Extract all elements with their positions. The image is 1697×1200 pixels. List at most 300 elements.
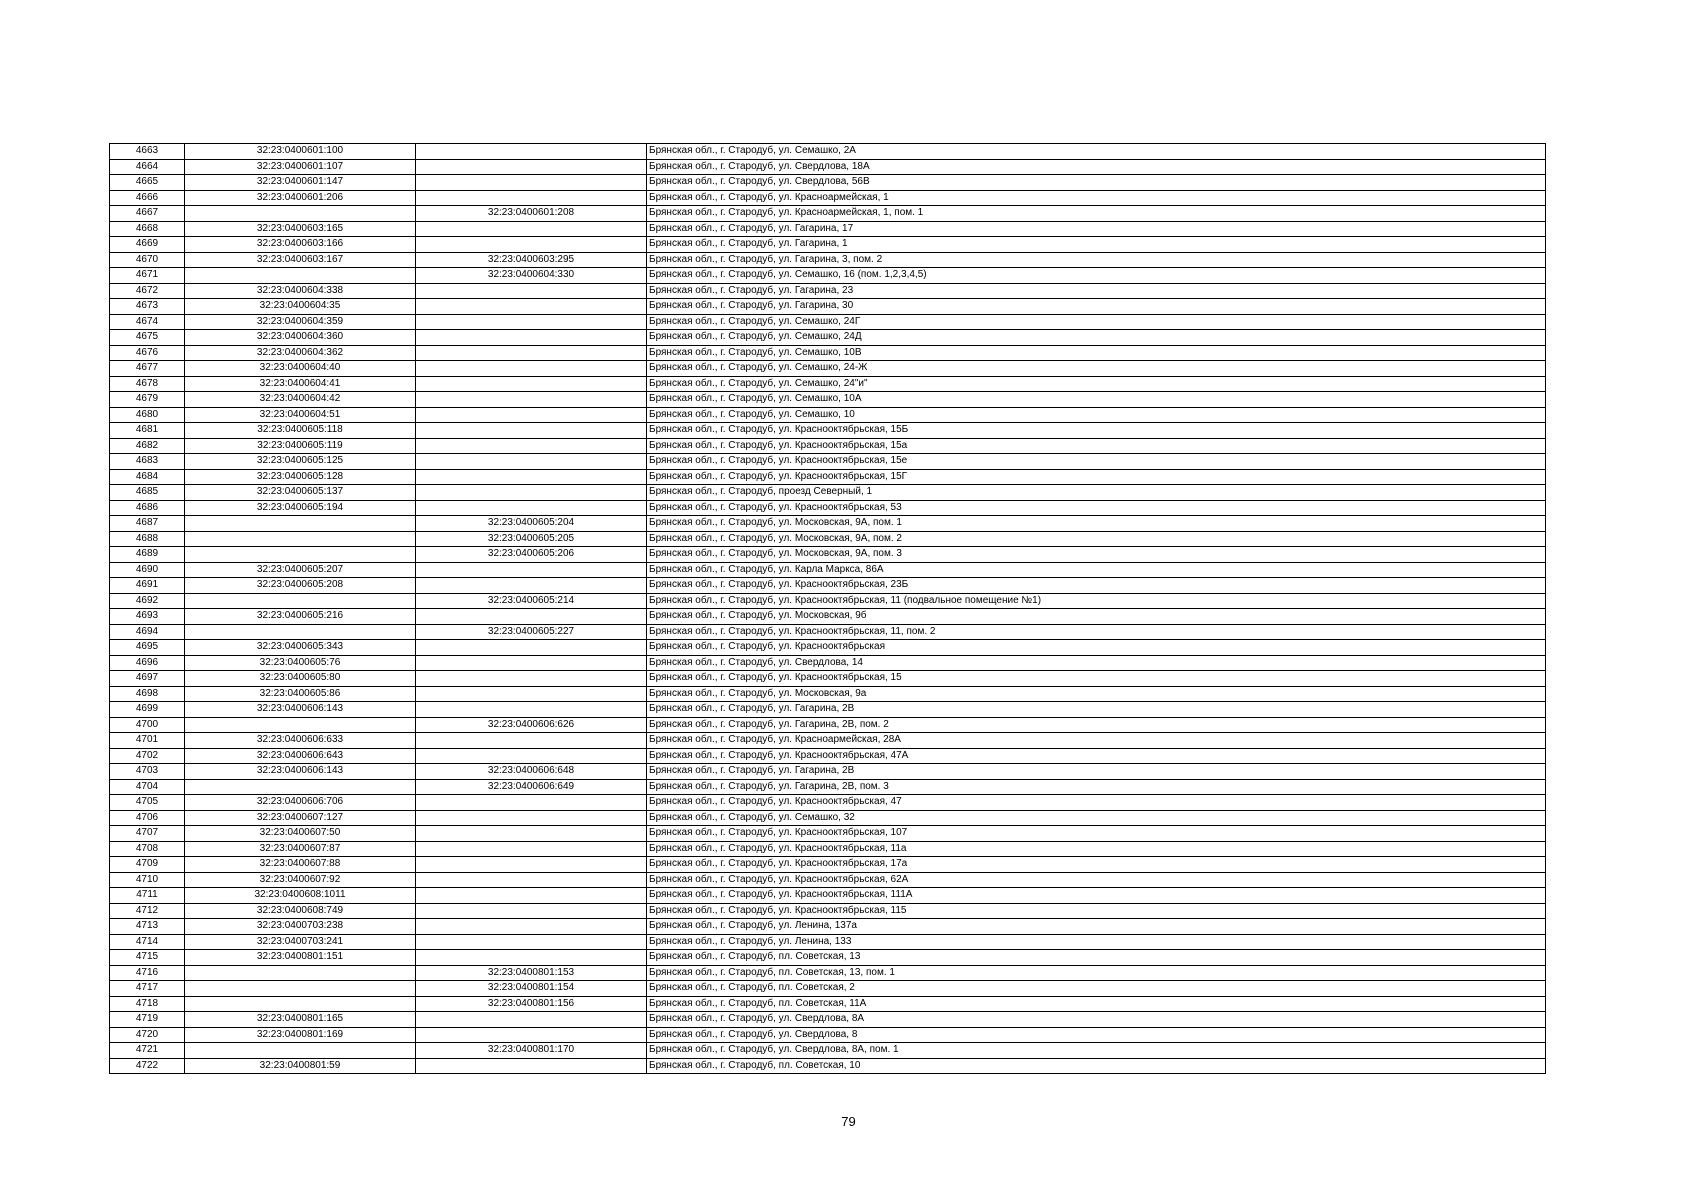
premises-number-cell [416, 810, 647, 826]
cadastral-number-cell [185, 981, 416, 997]
address-cell: Брянская обл., г. Стародуб, ул. Семашко, 24Г [647, 314, 1546, 330]
address-cell: Брянская обл., г. Стародуб, ул. Краснооктябрьская, 115 [647, 903, 1546, 919]
table-row [110, 826, 1546, 842]
address-cell: Брянская обл., г. Стародуб, ул. Краснооктябрьская, 15Г [647, 469, 1546, 485]
table-row [110, 438, 1546, 454]
address-cell: Брянская обл., г. Стародуб, ул. Семашко, 24"и" [647, 376, 1546, 392]
cadastral-number-cell: 32:23:0400601:100 [185, 144, 416, 160]
row-number-cell: 4698 [110, 686, 185, 702]
address-cell: Брянская обл., г. Стародуб, ул. Свердлова, 56В [647, 175, 1546, 191]
cadastral-number-cell: 32:23:0400605:118 [185, 423, 416, 439]
cadastral-number-cell: 32:23:0400604:338 [185, 283, 416, 299]
table-row [110, 190, 1546, 206]
address-cell: Брянская обл., г. Стародуб, ул. Краснооктябрьская, 62А [647, 872, 1546, 888]
table-row [110, 516, 1546, 532]
table-row [110, 376, 1546, 392]
table-body [110, 144, 1546, 1074]
row-number-cell: 4704 [110, 779, 185, 795]
table-row [110, 748, 1546, 764]
row-number-cell: 4676 [110, 345, 185, 361]
cadastral-number-cell: 32:23:0400605:208 [185, 578, 416, 594]
table-row [110, 857, 1546, 873]
cadastral-number-cell: 32:23:0400604:359 [185, 314, 416, 330]
premises-number-cell [416, 1027, 647, 1043]
table-row [110, 547, 1546, 563]
row-number-cell: 4669 [110, 237, 185, 253]
table-row [110, 361, 1546, 377]
table-row [110, 795, 1546, 811]
table-row [110, 175, 1546, 191]
premises-number-cell [416, 237, 647, 253]
table-row [110, 1043, 1546, 1059]
cadastral-number-cell: 32:23:0400605:207 [185, 562, 416, 578]
cadastral-number-cell: 32:23:0400605:76 [185, 655, 416, 671]
cadastral-number-cell: 32:23:0400605:343 [185, 640, 416, 656]
address-cell: Брянская обл., г. Стародуб, ул. Свердлова, 14 [647, 655, 1546, 671]
row-number-cell: 4714 [110, 934, 185, 950]
address-cell: Брянская обл., г. Стародуб, ул. Гагарина, 23 [647, 283, 1546, 299]
address-cell: Брянская обл., г. Стародуб, ул. Свердлова, 18А [647, 159, 1546, 175]
row-number-cell: 4706 [110, 810, 185, 826]
premises-number-cell: 32:23:0400605:205 [416, 531, 647, 547]
table-row [110, 624, 1546, 640]
row-number-cell: 4715 [110, 950, 185, 966]
table-row [110, 903, 1546, 919]
row-number-cell: 4665 [110, 175, 185, 191]
row-number-cell: 4688 [110, 531, 185, 547]
cadastral-number-cell: 32:23:0400604:40 [185, 361, 416, 377]
table-row [110, 159, 1546, 175]
row-number-cell: 4695 [110, 640, 185, 656]
address-cell: Брянская обл., г. Стародуб, ул. Московская, 9А, пом. 1 [647, 516, 1546, 532]
cadastral-number-cell: 32:23:0400605:137 [185, 485, 416, 501]
table-row [110, 500, 1546, 516]
address-cell: Брянская обл., г. Стародуб, пл. Советская, 13, пом. 1 [647, 965, 1546, 981]
table-row [110, 221, 1546, 237]
table-row [110, 237, 1546, 253]
cadastral-number-cell: 32:23:0400601:107 [185, 159, 416, 175]
cadastral-number-cell: 32:23:0400606:643 [185, 748, 416, 764]
address-cell: Брянская обл., г. Стародуб, ул. Ленина, 133 [647, 934, 1546, 950]
premises-number-cell [416, 221, 647, 237]
table-row [110, 314, 1546, 330]
address-cell: Брянская обл., г. Стародуб, ул. Краснооктябрьская, 11 (подвальное помещение №1) [647, 593, 1546, 609]
table-row [110, 779, 1546, 795]
premises-number-cell [416, 795, 647, 811]
cadastral-number-cell [185, 268, 416, 284]
address-cell: Брянская обл., г. Стародуб, ул. Красноармейская, 28А [647, 733, 1546, 749]
table-row [110, 671, 1546, 687]
address-cell: Брянская обл., г. Стародуб, ул. Краснооктябрьская, 15 [647, 671, 1546, 687]
premises-number-cell [416, 361, 647, 377]
cadastral-number-cell: 32:23:0400801:151 [185, 950, 416, 966]
premises-number-cell [416, 485, 647, 501]
table-row [110, 872, 1546, 888]
row-number-cell: 4720 [110, 1027, 185, 1043]
premises-number-cell [416, 299, 647, 315]
table-row [110, 810, 1546, 826]
cadastral-number-cell: 32:23:0400801:59 [185, 1058, 416, 1074]
table-row [110, 888, 1546, 904]
table-row [110, 485, 1546, 501]
table-row [110, 407, 1546, 423]
table-row [110, 252, 1546, 268]
address-cell: Брянская обл., г. Стародуб, ул. Краснооктябрьская, 15Б [647, 423, 1546, 439]
cadastral-number-cell: 32:23:0400605:80 [185, 671, 416, 687]
cadastral-number-cell: 32:23:0400607:88 [185, 857, 416, 873]
address-cell: Брянская обл., г. Стародуб, ул. Семашко, 2А [647, 144, 1546, 160]
address-cell: Брянская обл., г. Стародуб, пл. Советская, 2 [647, 981, 1546, 997]
table-row [110, 454, 1546, 470]
premises-number-cell [416, 469, 647, 485]
cadastral-number-cell: 32:23:0400604:41 [185, 376, 416, 392]
address-cell: Брянская обл., г. Стародуб, ул. Гагарина, 2В, пом. 2 [647, 717, 1546, 733]
premises-number-cell [416, 857, 647, 873]
row-number-cell: 4711 [110, 888, 185, 904]
address-cell: Брянская обл., г. Стародуб, пл. Советская, 11А [647, 996, 1546, 1012]
row-number-cell: 4708 [110, 841, 185, 857]
premises-number-cell [416, 919, 647, 935]
premises-number-cell [416, 454, 647, 470]
row-number-cell: 4666 [110, 190, 185, 206]
row-number-cell: 4719 [110, 1012, 185, 1028]
row-number-cell: 4701 [110, 733, 185, 749]
cadastral-number-cell [185, 779, 416, 795]
row-number-cell: 4684 [110, 469, 185, 485]
table-row [110, 531, 1546, 547]
address-cell: Брянская обл., г. Стародуб, пл. Советская, 13 [647, 950, 1546, 966]
row-number-cell: 4686 [110, 500, 185, 516]
table-row [110, 1027, 1546, 1043]
premises-number-cell [416, 671, 647, 687]
cadastral-number-cell [185, 206, 416, 222]
table-row [110, 1012, 1546, 1028]
table-row [110, 686, 1546, 702]
address-cell: Брянская обл., г. Стародуб, ул. Московская, 9А, пом. 3 [647, 547, 1546, 563]
cadastral-number-cell: 32:23:0400607:92 [185, 872, 416, 888]
row-number-cell: 4712 [110, 903, 185, 919]
row-number-cell: 4685 [110, 485, 185, 501]
address-cell: Брянская обл., г. Стародуб, ул. Краснооктябрьская, 47 [647, 795, 1546, 811]
address-cell: Брянская обл., г. Стародуб, ул. Семашко, 16 (пом. 1,2,3,4,5) [647, 268, 1546, 284]
address-cell: Брянская обл., г. Стародуб, ул. Ленина, 137а [647, 919, 1546, 935]
table-row [110, 717, 1546, 733]
premises-number-cell [416, 578, 647, 594]
cadastral-number-cell: 32:23:0400604:360 [185, 330, 416, 346]
premises-number-cell [416, 934, 647, 950]
cadastral-number-cell: 32:23:0400608:1011 [185, 888, 416, 904]
cadastral-number-cell: 32:23:0400604:362 [185, 345, 416, 361]
premises-number-cell: 32:23:0400605:204 [416, 516, 647, 532]
cadastral-number-cell: 32:23:0400605:125 [185, 454, 416, 470]
premises-number-cell: 32:23:0400801:170 [416, 1043, 647, 1059]
premises-number-cell [416, 159, 647, 175]
table-row [110, 981, 1546, 997]
address-cell: Брянская обл., г. Стародуб, ул. Краснооктябрьская [647, 640, 1546, 656]
cadastral-number-cell: 32:23:0400608:749 [185, 903, 416, 919]
premises-number-cell: 32:23:0400603:295 [416, 252, 647, 268]
address-cell: Брянская обл., г. Стародуб, ул. Московская, 9а [647, 686, 1546, 702]
row-number-cell: 4674 [110, 314, 185, 330]
cadastral-number-cell [185, 717, 416, 733]
cadastral-number-cell: 32:23:0400604:51 [185, 407, 416, 423]
premises-number-cell: 32:23:0400606:649 [416, 779, 647, 795]
row-number-cell: 4681 [110, 423, 185, 439]
cadastral-number-cell [185, 531, 416, 547]
table-row [110, 965, 1546, 981]
premises-number-cell [416, 609, 647, 625]
row-number-cell: 4690 [110, 562, 185, 578]
address-cell: Брянская обл., г. Стародуб, ул. Семашко, 10В [647, 345, 1546, 361]
address-cell: Брянская обл., г. Стародуб, ул. Свердлова, 8 [647, 1027, 1546, 1043]
cadastral-number-cell: 32:23:0400603:165 [185, 221, 416, 237]
address-cell: Брянская обл., г. Стародуб, ул. Гагарина, 2В [647, 764, 1546, 780]
cadastral-number-cell [185, 1043, 416, 1059]
address-cell: Брянская обл., г. Стародуб, ул. Гагарина, 3, пом. 2 [647, 252, 1546, 268]
row-number-cell: 4683 [110, 454, 185, 470]
address-cell: Брянская обл., г. Стародуб, ул. Свердлова, 8А, пом. 1 [647, 1043, 1546, 1059]
address-cell: Брянская обл., г. Стародуб, ул. Гагарина, 1 [647, 237, 1546, 253]
row-number-cell: 4697 [110, 671, 185, 687]
row-number-cell: 4710 [110, 872, 185, 888]
row-number-cell: 4682 [110, 438, 185, 454]
table-row [110, 562, 1546, 578]
premises-number-cell [416, 345, 647, 361]
cadastral-number-cell: 32:23:0400601:206 [185, 190, 416, 206]
table-row [110, 423, 1546, 439]
row-number-cell: 4705 [110, 795, 185, 811]
cadastral-number-cell [185, 593, 416, 609]
table-row [110, 206, 1546, 222]
address-cell: Брянская обл., г. Стародуб, ул. Краснооктябрьская, 17а [647, 857, 1546, 873]
address-cell: Брянская обл., г. Стародуб, ул. Гагарина, 30 [647, 299, 1546, 315]
premises-number-cell [416, 190, 647, 206]
cadastral-number-cell: 32:23:0400607:87 [185, 841, 416, 857]
address-cell: Брянская обл., г. Стародуб, ул. Красноармейская, 1 [647, 190, 1546, 206]
premises-number-cell [416, 655, 647, 671]
row-number-cell: 4687 [110, 516, 185, 532]
premises-number-cell: 32:23:0400801:153 [416, 965, 647, 981]
row-number-cell: 4718 [110, 996, 185, 1012]
premises-number-cell [416, 872, 647, 888]
address-cell: Брянская обл., г. Стародуб, ул. Московская, 9А, пом. 2 [647, 531, 1546, 547]
cadastral-number-cell: 32:23:0400801:169 [185, 1027, 416, 1043]
premises-number-cell [416, 733, 647, 749]
table-row [110, 764, 1546, 780]
table-row [110, 841, 1546, 857]
cadastral-number-cell: 32:23:0400601:147 [185, 175, 416, 191]
row-number-cell: 4668 [110, 221, 185, 237]
premises-number-cell [416, 888, 647, 904]
premises-number-cell: 32:23:0400801:156 [416, 996, 647, 1012]
cadastral-number-cell: 32:23:0400605:216 [185, 609, 416, 625]
premises-number-cell: 32:23:0400601:208 [416, 206, 647, 222]
premises-number-cell [416, 438, 647, 454]
cadastral-number-cell: 32:23:0400703:238 [185, 919, 416, 935]
address-cell: Брянская обл., г. Стародуб, ул. Семашко, 32 [647, 810, 1546, 826]
cadastral-number-cell: 32:23:0400606:706 [185, 795, 416, 811]
page-number: 79 [841, 1114, 856, 1129]
address-cell: Брянская обл., г. Стародуб, ул. Московская, 9б [647, 609, 1546, 625]
table-row [110, 578, 1546, 594]
address-cell: Брянская обл., г. Стародуб, ул. Красноармейская, 1, пом. 1 [647, 206, 1546, 222]
cadastral-number-cell [185, 624, 416, 640]
table-row [110, 593, 1546, 609]
row-number-cell: 4678 [110, 376, 185, 392]
property-register-table [109, 143, 1546, 1074]
table-row [110, 392, 1546, 408]
row-number-cell: 4691 [110, 578, 185, 594]
address-cell: Брянская обл., г. Стародуб, ул. Гагарина, 2В [647, 702, 1546, 718]
row-number-cell: 4721 [110, 1043, 185, 1059]
address-cell: Брянская обл., г. Стародуб, пл. Советская, 10 [647, 1058, 1546, 1074]
row-number-cell: 4667 [110, 206, 185, 222]
address-cell: Брянская обл., г. Стародуб, ул. Краснооктябрьская, 23Б [647, 578, 1546, 594]
row-number-cell: 4672 [110, 283, 185, 299]
table-row [110, 655, 1546, 671]
address-cell: Брянская обл., г. Стародуб, ул. Краснооктябрьская, 15а [647, 438, 1546, 454]
address-cell: Брянская обл., г. Стародуб, ул. Свердлова, 8А [647, 1012, 1546, 1028]
address-cell: Брянская обл., г. Стародуб, ул. Краснооктябрьская, 11, пом. 2 [647, 624, 1546, 640]
address-cell: Брянская обл., г. Стародуб, ул. Семашко, 24Д [647, 330, 1546, 346]
cadastral-number-cell: 32:23:0400607:50 [185, 826, 416, 842]
row-number-cell: 4703 [110, 764, 185, 780]
address-cell: Брянская обл., г. Стародуб, ул. Карла Маркса, 86А [647, 562, 1546, 578]
address-cell: Брянская обл., г. Стародуб, ул. Краснооктябрьская, 111А [647, 888, 1546, 904]
table-row [110, 345, 1546, 361]
premises-number-cell [416, 748, 647, 764]
row-number-cell: 4709 [110, 857, 185, 873]
premises-number-cell [416, 841, 647, 857]
cadastral-number-cell: 32:23:0400605:128 [185, 469, 416, 485]
table-row [110, 950, 1546, 966]
address-cell: Брянская обл., г. Стародуб, ул. Краснооктябрьская, 47А [647, 748, 1546, 764]
premises-number-cell [416, 392, 647, 408]
premises-number-cell [416, 175, 647, 191]
table-row [110, 934, 1546, 950]
cadastral-number-cell [185, 547, 416, 563]
row-number-cell: 4671 [110, 268, 185, 284]
premises-number-cell [416, 562, 647, 578]
cadastral-number-cell: 32:23:0400606:143 [185, 702, 416, 718]
row-number-cell: 4716 [110, 965, 185, 981]
row-number-cell: 4713 [110, 919, 185, 935]
row-number-cell: 4673 [110, 299, 185, 315]
premises-number-cell [416, 283, 647, 299]
cadastral-number-cell: 32:23:0400603:166 [185, 237, 416, 253]
table-row [110, 330, 1546, 346]
cadastral-number-cell [185, 516, 416, 532]
row-number-cell: 4692 [110, 593, 185, 609]
table-row [110, 640, 1546, 656]
cadastral-number-cell: 32:23:0400605:119 [185, 438, 416, 454]
premises-number-cell [416, 686, 647, 702]
table-row [110, 268, 1546, 284]
address-cell: Брянская обл., г. Стародуб, ул. Краснооктябрьская, 53 [647, 500, 1546, 516]
cadastral-number-cell [185, 996, 416, 1012]
row-number-cell: 4680 [110, 407, 185, 423]
row-number-cell: 4663 [110, 144, 185, 160]
row-number-cell: 4717 [110, 981, 185, 997]
premises-number-cell [416, 423, 647, 439]
premises-number-cell [416, 826, 647, 842]
premises-number-cell: 32:23:0400604:330 [416, 268, 647, 284]
cadastral-number-cell: 32:23:0400607:127 [185, 810, 416, 826]
row-number-cell: 4699 [110, 702, 185, 718]
premises-number-cell [416, 407, 647, 423]
row-number-cell: 4664 [110, 159, 185, 175]
cadastral-number-cell: 32:23:0400703:241 [185, 934, 416, 950]
premises-number-cell: 32:23:0400606:626 [416, 717, 647, 733]
table-row [110, 733, 1546, 749]
table-row [110, 919, 1546, 935]
table-row [110, 144, 1546, 160]
row-number-cell: 4677 [110, 361, 185, 377]
table-row [110, 996, 1546, 1012]
address-cell: Брянская обл., г. Стародуб, ул. Краснооктябрьская, 107 [647, 826, 1546, 842]
row-number-cell: 4694 [110, 624, 185, 640]
premises-number-cell: 32:23:0400605:214 [416, 593, 647, 609]
cadastral-number-cell: 32:23:0400603:167 [185, 252, 416, 268]
table-row [110, 609, 1546, 625]
cadastral-number-cell: 32:23:0400605:194 [185, 500, 416, 516]
premises-number-cell [416, 330, 647, 346]
address-cell: Брянская обл., г. Стародуб, ул. Краснооктябрьская, 15е [647, 454, 1546, 470]
row-number-cell: 4675 [110, 330, 185, 346]
table-row [110, 299, 1546, 315]
premises-number-cell [416, 144, 647, 160]
premises-number-cell [416, 640, 647, 656]
table-row [110, 469, 1546, 485]
premises-number-cell: 32:23:0400605:206 [416, 547, 647, 563]
premises-number-cell [416, 314, 647, 330]
address-cell: Брянская обл., г. Стародуб, ул. Краснооктябрьская, 11а [647, 841, 1546, 857]
address-cell: Брянская обл., г. Стародуб, ул. Семашко, 10 [647, 407, 1546, 423]
cadastral-number-cell: 32:23:0400801:165 [185, 1012, 416, 1028]
row-number-cell: 4696 [110, 655, 185, 671]
cadastral-number-cell: 32:23:0400606:143 [185, 764, 416, 780]
table-row [110, 283, 1546, 299]
address-cell: Брянская обл., г. Стародуб, ул. Гагарина, 2В, пом. 3 [647, 779, 1546, 795]
premises-number-cell [416, 950, 647, 966]
row-number-cell: 4700 [110, 717, 185, 733]
premises-number-cell [416, 1012, 647, 1028]
premises-number-cell [416, 500, 647, 516]
premises-number-cell: 32:23:0400801:154 [416, 981, 647, 997]
premises-number-cell [416, 1058, 647, 1074]
address-cell: Брянская обл., г. Стародуб, проезд Северный, 1 [647, 485, 1546, 501]
premises-number-cell: 32:23:0400606:648 [416, 764, 647, 780]
table-row [110, 702, 1546, 718]
row-number-cell: 4693 [110, 609, 185, 625]
table-row [110, 1058, 1546, 1074]
premises-number-cell [416, 376, 647, 392]
address-cell: Брянская обл., г. Стародуб, ул. Гагарина, 17 [647, 221, 1546, 237]
premises-number-cell [416, 702, 647, 718]
row-number-cell: 4679 [110, 392, 185, 408]
address-cell: Брянская обл., г. Стародуб, ул. Семашко, 24-Ж [647, 361, 1546, 377]
row-number-cell: 4689 [110, 547, 185, 563]
cadastral-number-cell: 32:23:0400605:86 [185, 686, 416, 702]
row-number-cell: 4670 [110, 252, 185, 268]
cadastral-number-cell: 32:23:0400604:35 [185, 299, 416, 315]
cadastral-number-cell: 32:23:0400606:633 [185, 733, 416, 749]
row-number-cell: 4707 [110, 826, 185, 842]
cadastral-number-cell: 32:23:0400604:42 [185, 392, 416, 408]
row-number-cell: 4702 [110, 748, 185, 764]
address-cell: Брянская обл., г. Стародуб, ул. Семашко, 10А [647, 392, 1546, 408]
cadastral-number-cell [185, 965, 416, 981]
